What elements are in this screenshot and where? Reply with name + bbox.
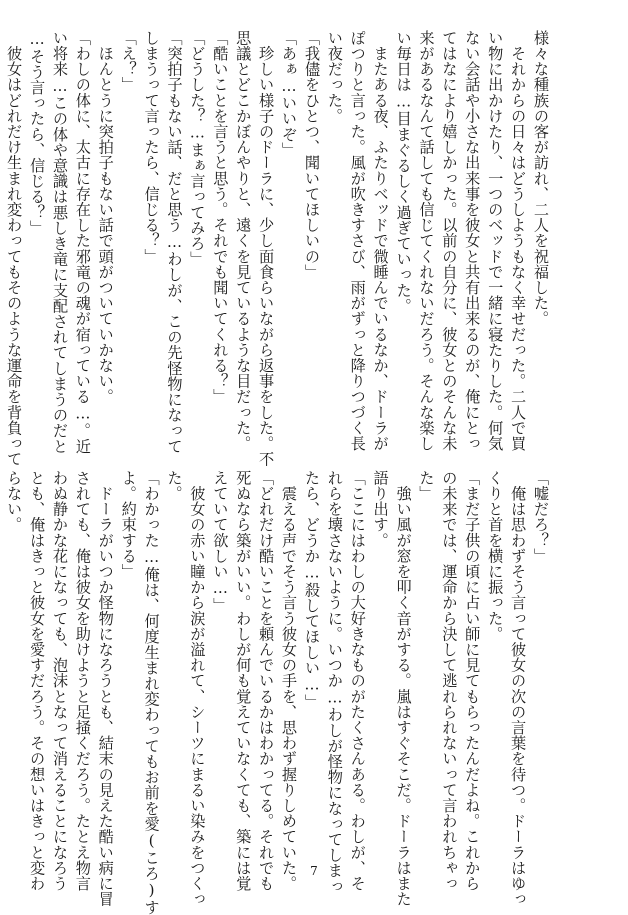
- text-line: 死ぬなら築がいい。わしが何も覚えていなくても、築には覚: [234, 470, 253, 892]
- text-line: よ。約束する」: [119, 470, 138, 580]
- text-line: 珍しい様子のドーラに、少し面食らいながら返事をした。不: [257, 30, 276, 467]
- text-line: 「突拍子もない話、だと思う…わしが、この先怪物になって: [165, 30, 184, 454]
- text-line: らない。: [5, 470, 24, 533]
- text-line: 「わかった…俺は、何度生まれ変わってもお前を愛(ころ)す: [142, 470, 161, 915]
- text-line: 「まだ子供の頃に占い師に見てもらったんだよね。これから: [463, 470, 482, 892]
- text-line: 彼女はどれだけ生まれ変わってもそのような運命を背負って: [5, 30, 24, 467]
- text-line: たら、どうか…殺してほしい…」: [302, 470, 321, 710]
- text-line: 震える声でそう言う彼女の手を、思わず握りしめていた。: [280, 470, 299, 892]
- text-line: 来があるなんて話しても信じてくれないだろう。そんな楽し: [417, 30, 436, 452]
- text-line: 「酷いことを言うと思う。それでも聞いてくれる？」: [211, 30, 230, 405]
- text-line: 語り出す。: [371, 470, 390, 548]
- text-line: されても、俺は彼女を助けようと足掻くだろう。たとえ物言: [73, 470, 92, 892]
- text-line: ない会話や小さな出来事を彼女と共有出来るのが、俺にとっ: [463, 30, 482, 452]
- text-line: とも、俺はきっと彼女を愛すだろう。その想いはきっと変わ: [28, 470, 47, 892]
- text-line: 思議とどこかぼんやりと、遠くを見ているような目だった。: [234, 30, 253, 452]
- text-line: それからの日々はどうしようもなく幸せだった。二人で買: [509, 30, 528, 452]
- page-number: 7: [310, 864, 318, 878]
- text-line: ぽつりと言った。風が吹きすさび、雨がずっと降りつづく長: [348, 30, 367, 452]
- text-line: [0, 470, 2, 870]
- text-line: 強い風が窓を叩く音がする。嵐はすぐそこだ。ドーラはまた: [394, 470, 413, 907]
- text-line: またある夜、ふたりベッドで微睡んでいるなか、ドーラが: [371, 30, 390, 452]
- lower-text-block: [0, 470, 552, 915]
- text-line: 「ここにはわしの大好きなものがたくさんある。わしが、そ: [348, 470, 367, 892]
- text-line: しまうって言ったら、信じる？」: [142, 30, 161, 264]
- text-line: わぬ静かな花になっても、泡沫となって消えることになろう: [50, 470, 69, 892]
- text-line: 「え？」: [119, 30, 138, 93]
- text-line: 「あぁ…いいぞ」: [280, 30, 299, 158]
- text-line: 俺は思わずそう言って彼女の次の言葉を待つ。ドーラはゆっ: [509, 470, 528, 907]
- text-line: い毎日は…目まぐるしく過ぎていった。: [394, 30, 413, 314]
- text-line: 様々な種族の客が訪れ、二人を祝福した。: [532, 30, 550, 327]
- text-line: くりと首を横に振った。: [486, 470, 505, 642]
- text-line: 「どれだけ酷いことを頼んでいるかはわかってる。それでも: [257, 470, 276, 892]
- text-line: の未来では、運命から決して逃れられないって言われちゃっ: [440, 470, 459, 892]
- text-line: た」: [417, 470, 436, 502]
- text-line: …そう言ったら、信じる？」: [28, 30, 47, 236]
- text-line: 彼女の赤い瞳から涙が溢れて、シーツにまるい染みをつくっ: [188, 470, 207, 907]
- text-line: ドーラがいつか怪物になろうとも、結末の見えた酷い病に冒: [96, 470, 115, 907]
- text-line: 「どうした？…まぁ言ってみろ」: [188, 30, 207, 267]
- text-line: 「嘘だろ？」: [532, 470, 550, 564]
- text-line: えていて欲しい…」: [211, 470, 230, 614]
- text-line: い将来…この体や意識は悪しき竜に支配されてしまうのだと: [50, 30, 69, 454]
- text-line: た。: [165, 470, 184, 502]
- text-line: れらを壊さないように。いつか…わしが怪物になってしまっ: [325, 470, 344, 894]
- text-line: い物に出かけたり、一つのベッドで一緒に寝たりした。何気: [486, 30, 505, 452]
- upper-text-block: [0, 30, 552, 467]
- text-line: てはなにより嬉しかった。以前の自分に、彼女とのそんな未: [440, 30, 459, 452]
- text-line: い夜だった。: [325, 30, 344, 124]
- text-line: 「わしの体に、太古に存在した邪竜の魂が宿っている…。近: [73, 30, 92, 454]
- text-line: ほんとうに突拍子もない話で頭がついていかない。: [96, 30, 115, 405]
- text-line: 「我儘をひとつ、聞いてほしいの」: [302, 30, 321, 280]
